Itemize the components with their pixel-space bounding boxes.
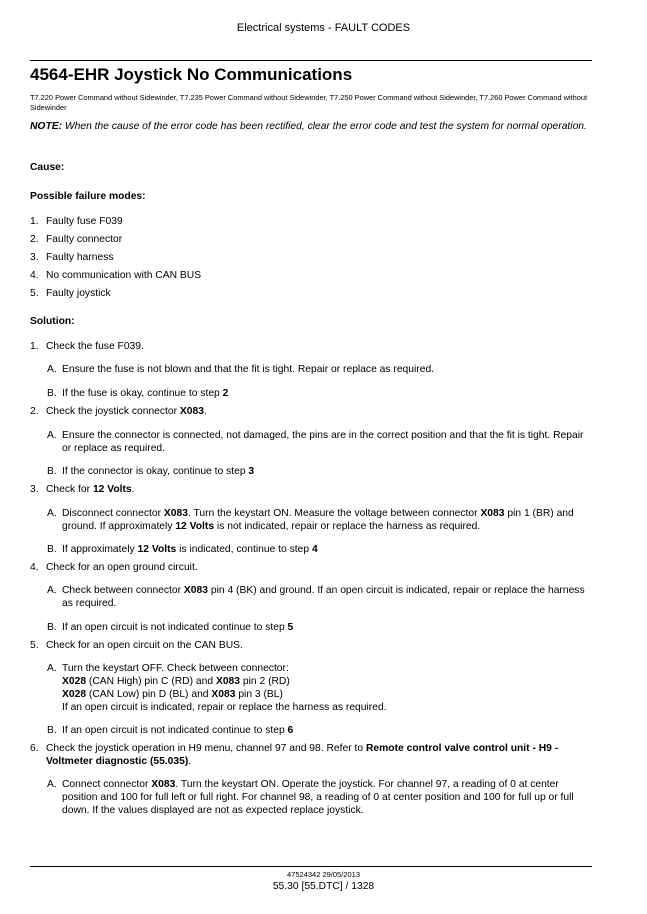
solution-step-2: 2. Check the joystick connector X083.: [30, 406, 207, 417]
solution-step-1: 1. Check the fuse F039.: [30, 341, 144, 352]
note-label: NOTE:: [30, 121, 63, 132]
failure-mode-item: 4. No communication with CAN BUS: [30, 270, 202, 281]
step-2-substep-a: A. Ensure the connector is connected, not damaged, the pins are in the correct position and that the fit is tight. Repair or replace as required.: [47, 430, 584, 454]
failure-mode-item: 2. Faulty connector: [30, 234, 123, 245]
step-4-substep-a: A. Check between connector X083 pin 4 (BK) and ground. If an open circuit is indicated, repair or replace the harness as required.: [47, 585, 585, 609]
failure-mode-item: 1. Faulty fuse F039: [30, 216, 123, 227]
footer-rule: [30, 866, 592, 867]
cross-reference-link: Remote control valve control unit - H9 - Voltmeter diagnostic (55.035): [46, 743, 559, 767]
page-reference: 55.30 [55.DTC] / 1328: [272, 881, 375, 892]
solution-heading: Solution:: [30, 316, 75, 327]
failure-mode-item: 5. Faulty joystick: [30, 288, 111, 299]
step-6-substep-a: A. Connect connector X083. Turn the keystart ON. Operate the joystick. For channel 97, a reading of 0 at center position and 100 for full left or full right. For channel 98, a reading of 0 at center position and 100 for full up or full down. If the values displayed are not as expected replace joystick.: [47, 779, 574, 816]
step-4-substep-b: B. If an open circuit is not indicated continue to step 5: [47, 622, 294, 633]
solution-step-4: 4. Check for an open ground circuit.: [30, 562, 198, 573]
step-5-substep-b: B. If an open circuit is not indicated continue to step 6: [47, 725, 294, 736]
step-1-substep-a: A. Ensure the fuse is not blown and that the fit is tight. Repair or replace as required.: [47, 364, 435, 375]
step-3-substep-b: B. If approximately 12 Volts is indicated, continue to step 4: [47, 544, 318, 555]
solution-step-3: 3. Check for 12 Volts.: [30, 484, 135, 495]
solution-step-5: 5. Check for an open circuit on the CAN BUS.: [30, 640, 243, 651]
running-head: Electrical systems - FAULT CODES: [236, 22, 411, 34]
failure-mode-item: 3. Faulty harness: [30, 252, 114, 263]
cause-heading: Cause:: [30, 162, 65, 173]
note-text: When the cause of the error code has been rectified, clear the error code and test the system for normal operation.: [62, 121, 587, 132]
step-2-substep-b: B. If the connector is okay, continue to step 3: [47, 466, 255, 477]
model-applicability: T7.220 Power Command without Sidewinder, T7.235 Power Command without Sidewinder, T7.250 Power Command without Sidewinder, T7.260 Power Command without Sidewinder: [30, 93, 588, 112]
document-code: 47524342 29/05/2013: [287, 870, 360, 879]
failure-modes-heading: Possible failure modes:: [30, 191, 146, 202]
step-5-substep-a: A. Turn the keystart OFF. Check between connector: X028 (CAN High) pin C (RD) and X083 pin 2 (RD) X028 (CAN Low) pin D (BL) and X083 pin 3 (BL) If an open circuit is indicated, repair or replace the harness as required.: [47, 663, 387, 713]
note: [30, 120, 592, 133]
step-3-substep-a: A. Disconnect connector X083. Turn the keystart ON. Measure the voltage between connector X083 pin 1 (BR) and ground. If approximately 12 Volts is not indicated, repair or replace the harness as required.: [47, 508, 574, 532]
header-rule: [30, 60, 592, 61]
page-title: 4564-EHR Joystick No Communications: [30, 65, 353, 84]
solution-step-6: 6. Check the joystick operation in H9 menu, channel 97 and 98. Refer to Remote control valve control unit - H9 - Voltmeter diagnostic (55.035).: [30, 743, 559, 767]
step-1-substep-b: B. If the fuse is okay, continue to step 2: [47, 388, 229, 399]
